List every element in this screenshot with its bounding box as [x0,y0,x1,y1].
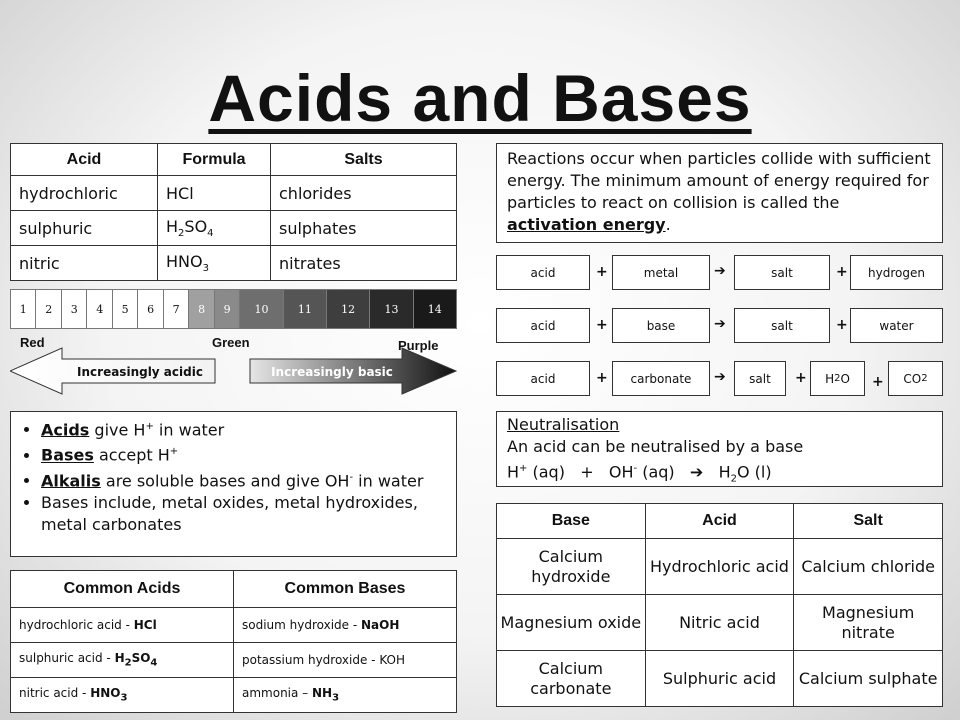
header-common-acids: Common Acids [11,571,234,608]
table-row [11,211,457,246]
arrow-acidic-label: Increasingly acidic [77,365,203,379]
product-box-water: H 2 O [810,361,865,396]
arrow-icon: ➔ [714,369,726,385]
list-item: • Bases include, metal oxides, metal hydroxides, metal carbonates [41,492,446,536]
arrow-icon: ➔ [714,316,726,332]
neutralisation-box [496,411,943,487]
acid-name: hydrochloric [11,176,158,211]
ph-cell-10: 10 [240,290,283,329]
neutralisation-equation: H+ (aq) + OH- (aq) ➔ $H_2O$ (l) [507,462,772,485]
ph-label-purple: Purple [398,338,439,353]
acid-name: nitric [11,246,158,281]
acid-cell: Sulphuric acid [645,651,794,707]
common-acid: hydrochloric acid - HCl [11,608,234,643]
header-acid: Acid [11,144,158,176]
salt-cell: Calcium sulphate [794,651,943,707]
table-header-row [497,504,943,539]
header-salt: Salt [794,504,943,539]
product-box: salt [734,308,830,343]
acid-name: sulphuric [11,211,158,246]
ph-cell-12: 12 [326,290,369,329]
plus-sign: + [836,317,848,333]
salt-cell: Magnesium nitrate [794,595,943,651]
header-acid: Acid [645,504,794,539]
plus-sign: + [872,374,884,390]
table-row [11,678,457,713]
ph-cell-4: 4 [87,290,112,329]
plus-sign: + [596,370,608,386]
table-row [497,651,943,707]
list-item: • Bases accept H+ [41,441,446,466]
neutralisation-line: An acid can be neutralised by a base [507,437,804,456]
base-cell: Calcium hydroxide [497,539,646,595]
acid-cell: Hydrochloric acid [645,539,794,595]
list-item: • Acids give H+ in water [41,416,446,441]
ph-cell-9: 9 [214,290,239,329]
neutralisation-heading: Neutralisation [507,415,620,434]
ph-cell-1: 1 [11,290,36,329]
base-cell: Magnesium oxide [497,595,646,651]
reactant-box: metal [612,255,710,290]
ph-scale [10,289,457,329]
reactant-box: acid [496,361,590,396]
product-box-co2: CO 2 [888,361,943,396]
ph-cell-3: 3 [61,290,86,329]
table-row [11,608,457,643]
common-base: potassium hydroxide - KOH [234,643,457,678]
acid-formula-table [10,143,457,281]
table-row [497,595,943,651]
plus-sign: + [795,370,807,386]
header-base: Base [497,504,646,539]
salt-name: chlorides [271,176,457,211]
arrow-basic-label: Increasingly basic [271,365,393,379]
product-box: salt [734,255,830,290]
table-row [11,176,457,211]
arrow-icon: ➔ [714,263,726,279]
list-item: • Alkalis are soluble bases and give OH- in water [41,467,446,492]
common-base: ammonia – $NH_3$ [234,678,457,713]
ph-cell-2: 2 [36,290,61,329]
acid-formula: $HNO_3$ [158,246,271,281]
base-acid-salt-table [496,503,943,707]
page-title: Acids and Bases [208,61,752,135]
table-row [11,643,457,678]
reactant-box: acid [496,308,590,343]
header-salts: Salts [271,144,457,176]
ph-cell-14: 14 [413,290,456,329]
table-row [11,246,457,281]
common-acid: nitric acid - $HNO_3$ [11,678,234,713]
common-base: sodium hydroxide - NaOH [234,608,457,643]
acid-cell: Nitric acid [645,595,794,651]
product-box: water [850,308,943,343]
ph-label-red: Red [20,335,45,350]
reactant-box: acid [496,255,590,290]
ph-cell-11: 11 [283,290,326,329]
activation-energy-term: activation energy [507,215,666,234]
acid-formula: HCl [158,176,271,211]
table-header-row [11,571,457,608]
ph-scale-row [11,290,457,329]
acid-formula: $H_2SO_4$ [158,211,271,246]
ph-cell-6: 6 [138,290,163,329]
common-acids-bases-table [10,570,457,713]
ph-cell-8: 8 [189,290,214,329]
ph-label-green: Green [212,335,250,350]
reactant-box: carbonate [612,361,710,396]
plus-sign: + [836,264,848,280]
common-acid: sulphuric acid - $H_2SO_4$ [11,643,234,678]
ph-cell-13: 13 [370,290,413,329]
plus-sign: + [596,317,608,333]
ph-cell-7: 7 [163,290,188,329]
activation-energy-box: Reactions occur when particles collide with sufficient energy. The minimum amount of energy required for particles to react on collision is called the activation energy. [496,143,943,243]
product-box: hydrogen [850,255,943,290]
ph-arrows [10,346,457,396]
product-box: salt [734,361,786,396]
ph-cell-5: 5 [112,290,137,329]
table-row [497,539,943,595]
base-cell: Calcium carbonate [497,651,646,707]
acids-bases-definitions [10,411,457,557]
header-formula: Formula [158,144,271,176]
table-header-row [11,144,457,176]
salt-name: sulphates [271,211,457,246]
salt-name: nitrates [271,246,457,281]
reactant-box: base [612,308,710,343]
header-common-bases: Common Bases [234,571,457,608]
salt-cell: Calcium chloride [794,539,943,595]
plus-sign: + [596,264,608,280]
